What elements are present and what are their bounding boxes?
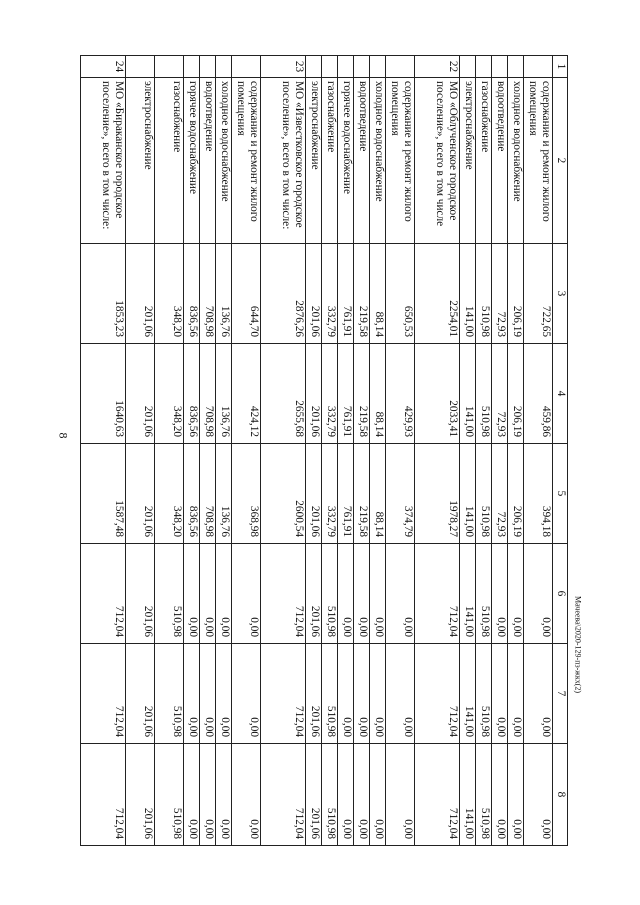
value-cell: 201,06	[306, 544, 322, 644]
value-cell: 348,20	[155, 244, 184, 344]
row-name: МО «Известковское городское поселение», всего в том числе:	[261, 78, 306, 244]
value-cell: 0,00	[508, 644, 524, 744]
value-cell: 201,06	[126, 544, 155, 644]
row-name: содержание и ремонт жилого помещения	[386, 78, 415, 244]
value-cell: 712,04	[81, 544, 126, 644]
value-cell: 0,00	[524, 644, 553, 744]
value-cell: 510,98	[476, 244, 492, 344]
value-cell: 761,91	[338, 444, 354, 544]
row-name: МО «Облученское городское поселение», всего в том числе	[415, 78, 460, 244]
row-number	[155, 56, 184, 78]
page-number: 8	[56, 432, 71, 439]
row-number	[306, 56, 322, 78]
value-cell: 510,98	[322, 544, 338, 644]
value-cell: 708,98	[200, 244, 216, 344]
header-cell: 3	[553, 244, 568, 344]
value-cell: 219,58	[354, 244, 370, 344]
table-row	[524, 56, 553, 846]
row-number	[460, 56, 476, 78]
row-number	[524, 56, 553, 78]
table-body	[81, 56, 553, 846]
value-cell: 836,56	[184, 244, 200, 344]
value-cell: 722,65	[524, 244, 553, 344]
table-row	[338, 56, 354, 846]
value-cell: 201,06	[306, 644, 322, 744]
value-cell: 712,04	[261, 544, 306, 644]
value-cell: 510,98	[476, 344, 492, 444]
table-row	[354, 56, 370, 846]
value-cell: 0,00	[354, 544, 370, 644]
row-name: газоснабжение	[476, 78, 492, 244]
row-number	[184, 56, 200, 78]
header-cell: 6	[553, 544, 568, 644]
value-cell: 206,19	[508, 244, 524, 344]
row-name: холодное водоснабжение	[508, 78, 524, 244]
row-name: электроснабжение	[460, 78, 476, 244]
value-cell: 0,00	[354, 744, 370, 846]
row-number	[354, 56, 370, 78]
header-cell: 2	[553, 78, 568, 244]
row-name: холодное водоснабжение	[370, 78, 386, 244]
value-cell: 761,91	[338, 344, 354, 444]
row-number	[508, 56, 524, 78]
value-cell: 88,14	[370, 444, 386, 544]
row-number: 22	[415, 56, 460, 78]
value-cell: 201,06	[126, 644, 155, 744]
value-cell: 1640,63	[81, 344, 126, 444]
value-cell: 0,00	[200, 744, 216, 846]
value-cell: 0,00	[200, 644, 216, 744]
value-cell: 510,98	[322, 644, 338, 744]
value-cell: 510,98	[476, 544, 492, 644]
value-cell: 424,12	[232, 344, 261, 444]
value-cell: 219,58	[354, 344, 370, 444]
value-cell: 712,04	[415, 644, 460, 744]
value-cell: 332,79	[322, 444, 338, 544]
value-cell: 708,98	[200, 444, 216, 544]
value-cell: 2655,68	[261, 344, 306, 444]
row-name: содержание и ремонт жилого помещения	[232, 78, 261, 244]
value-cell: 141,00	[460, 544, 476, 644]
value-cell: 72,93	[492, 344, 508, 444]
value-cell: 2033,41	[415, 344, 460, 444]
header-cell: 7	[553, 644, 568, 744]
table-row	[306, 56, 322, 846]
row-name: содержание и ремонт жилого помещения	[524, 78, 553, 244]
row-name: электроснабжение	[126, 78, 155, 244]
value-cell: 712,04	[81, 744, 126, 846]
value-cell: 136,76	[216, 344, 232, 444]
row-number	[386, 56, 415, 78]
value-cell: 0,00	[386, 644, 415, 744]
value-cell: 0,00	[508, 544, 524, 644]
value-cell: 141,00	[460, 744, 476, 846]
value-cell: 0,00	[184, 644, 200, 744]
row-name: водоотведение	[200, 78, 216, 244]
value-cell: 712,04	[415, 744, 460, 846]
value-cell: 836,56	[184, 444, 200, 544]
row-name: водоотведение	[492, 78, 508, 244]
value-cell: 206,19	[508, 344, 524, 444]
row-name: холодное водоснабжение	[216, 78, 232, 244]
value-cell: 429,93	[386, 344, 415, 444]
value-cell: 206,19	[508, 444, 524, 544]
value-cell: 0,00	[338, 644, 354, 744]
value-cell: 0,00	[184, 744, 200, 846]
value-cell: 348,20	[155, 344, 184, 444]
value-cell: 0,00	[216, 744, 232, 846]
row-name: горячее водоснабжение	[184, 78, 200, 244]
value-cell: 0,00	[370, 544, 386, 644]
table-row	[508, 56, 524, 846]
value-cell: 0,00	[508, 744, 524, 846]
value-cell: 712,04	[261, 744, 306, 846]
value-cell: 201,06	[126, 444, 155, 544]
value-cell: 0,00	[232, 544, 261, 644]
value-cell: 201,06	[306, 344, 322, 444]
table-row	[216, 56, 232, 846]
value-cell: 201,06	[306, 244, 322, 344]
value-cell: 201,06	[306, 744, 322, 846]
table-row	[476, 56, 492, 846]
row-number	[200, 56, 216, 78]
value-cell: 374,79	[386, 444, 415, 544]
value-cell: 72,93	[492, 244, 508, 344]
value-cell: 332,79	[322, 344, 338, 444]
value-cell: 0,00	[338, 544, 354, 644]
value-cell: 650,53	[386, 244, 415, 344]
value-cell: 459,86	[524, 344, 553, 444]
value-cell: 510,98	[476, 744, 492, 846]
value-cell: 88,14	[370, 244, 386, 344]
value-cell: 0,00	[370, 644, 386, 744]
value-cell: 368,98	[232, 444, 261, 544]
row-number	[126, 56, 155, 78]
row-name: газоснабжение	[155, 78, 184, 244]
value-cell: 1853,23	[81, 244, 126, 344]
row-number	[370, 56, 386, 78]
tariff-table	[80, 55, 568, 846]
value-cell: 1587,48	[81, 444, 126, 544]
table-row	[386, 56, 415, 846]
value-cell: 0,00	[492, 744, 508, 846]
row-number	[338, 56, 354, 78]
header-cell: 4	[553, 344, 568, 444]
value-cell: 712,04	[261, 644, 306, 744]
value-cell: 836,56	[184, 344, 200, 444]
value-cell: 348,20	[155, 444, 184, 544]
document-reference: Мачеева\2020-129-пз-жкх(2)	[573, 595, 583, 694]
row-number	[232, 56, 261, 78]
value-cell: 0,00	[232, 644, 261, 744]
value-cell: 761,91	[338, 244, 354, 344]
value-cell: 510,98	[476, 644, 492, 744]
table-row	[232, 56, 261, 846]
row-number: 24	[81, 56, 126, 78]
row-number	[476, 56, 492, 78]
header-row	[553, 56, 568, 846]
value-cell: 141,00	[460, 444, 476, 544]
value-cell: 712,04	[415, 544, 460, 644]
value-cell: 332,79	[322, 244, 338, 344]
value-cell: 0,00	[524, 544, 553, 644]
value-cell: 201,06	[126, 744, 155, 846]
value-cell: 72,93	[492, 444, 508, 544]
value-cell: 136,76	[216, 444, 232, 544]
table-row	[492, 56, 508, 846]
value-cell: 0,00	[232, 744, 261, 846]
table-row	[261, 56, 306, 846]
value-cell: 510,98	[155, 744, 184, 846]
value-cell: 510,98	[155, 644, 184, 744]
table-row	[126, 56, 155, 846]
row-number	[322, 56, 338, 78]
row-name: горячее водоснабжение	[338, 78, 354, 244]
rotated-table-container	[100, 55, 568, 845]
table-row	[415, 56, 460, 846]
value-cell: 708,98	[200, 344, 216, 444]
row-name: МО «Бираканское городское поселение», всего в том числе:	[81, 78, 126, 244]
value-cell: 201,06	[126, 344, 155, 444]
table-row	[370, 56, 386, 846]
value-cell: 88,14	[370, 344, 386, 444]
table-row	[460, 56, 476, 846]
table-row	[200, 56, 216, 846]
value-cell: 0,00	[492, 544, 508, 644]
value-cell: 0,00	[492, 644, 508, 744]
value-cell: 510,98	[322, 744, 338, 846]
row-number: 23	[261, 56, 306, 78]
value-cell: 201,06	[126, 244, 155, 344]
value-cell: 2254,01	[415, 244, 460, 344]
value-cell: 394,18	[524, 444, 553, 544]
row-name: водоотведение	[354, 78, 370, 244]
value-cell: 0,00	[386, 744, 415, 846]
value-cell: 0,00	[370, 744, 386, 846]
value-cell: 0,00	[354, 644, 370, 744]
row-number	[216, 56, 232, 78]
value-cell: 201,06	[306, 444, 322, 544]
value-cell: 644,70	[232, 244, 261, 344]
table-row	[322, 56, 338, 846]
value-cell: 136,76	[216, 244, 232, 344]
value-cell: 2600,54	[261, 444, 306, 544]
value-cell: 219,58	[354, 444, 370, 544]
value-cell: 0,00	[216, 644, 232, 744]
value-cell: 0,00	[200, 544, 216, 644]
value-cell: 0,00	[524, 744, 553, 846]
value-cell: 510,98	[155, 544, 184, 644]
value-cell: 1978,27	[415, 444, 460, 544]
table-row	[184, 56, 200, 846]
header-cell: 1	[553, 56, 568, 78]
table-row	[81, 56, 126, 846]
value-cell: 0,00	[216, 544, 232, 644]
value-cell: 2876,26	[261, 244, 306, 344]
value-cell: 712,04	[81, 644, 126, 744]
row-name: газоснабжение	[322, 78, 338, 244]
value-cell: 0,00	[338, 744, 354, 846]
value-cell: 141,00	[460, 244, 476, 344]
table-row	[155, 56, 184, 846]
header-cell: 5	[553, 444, 568, 544]
value-cell: 510,98	[476, 444, 492, 544]
header-cell: 8	[553, 744, 568, 846]
row-number	[492, 56, 508, 78]
value-cell: 141,00	[460, 644, 476, 744]
value-cell: 0,00	[184, 544, 200, 644]
row-name: электроснабжение	[306, 78, 322, 244]
value-cell: 141,00	[460, 344, 476, 444]
value-cell: 0,00	[386, 544, 415, 644]
